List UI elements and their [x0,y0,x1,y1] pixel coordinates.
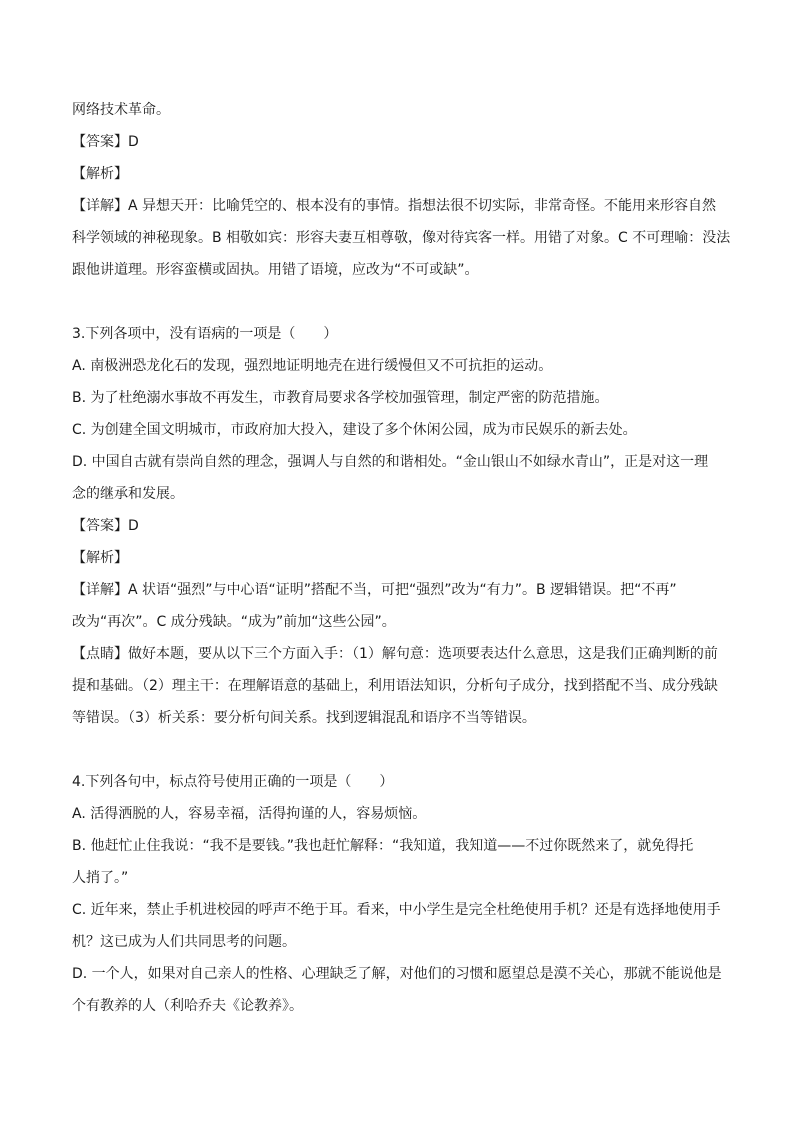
option-a: A. 活得洒脱的人，容易幸福，活得拘谨的人，容易烦恼。 [72,806,427,822]
detail-line: 【详解】A 异想天开：比喻凭空的、根本没有的事情。指想法很不切实际，非常奇怪。不能用来形容自然 [72,198,717,214]
tip-line: 等错误。（3）析关系：要分析句间关系。找到逻辑混乱和语序不当等错误。 [72,710,536,726]
answer-label: 【答案】D [72,518,139,534]
option-d: D. 一个人，如果对自己亲人的性格、心理缺乏了解，对他们的习惯和愿望总是漠不关心，那就不能说他是 [72,966,722,982]
option-b: B. 为了杜绝溺水事故不再发生，市教育局要求各学校加强管理，制定严密的防范措施。 [72,390,609,406]
option-c: C. 为创建全国文明城市，市政府加大投入，建设了多个休闲公园，成为市民娱乐的新去处。 [72,422,637,438]
option-d-continued: 念的继承和发展。 [72,486,184,502]
tip-line: 【点睛】做好本题，要从以下三个方面入手：（1）解句意：选项要表达什么意思，这是我们正确判断的前 [72,646,718,662]
analysis-label: 【解析】 [72,166,128,182]
text-line: 网络技术革命。 [72,102,170,118]
option-d: D. 中国自古就有崇尚自然的理念，强调人与自然的和谐相处。“金山银山不如绿水青山”，正是对这一理 [72,454,709,470]
option-b-continued: 人捎了。” [72,870,129,886]
question-3: 3.下列各项中，没有语病的一项是（ ） [72,326,338,342]
analysis-label: 【解析】 [72,550,128,566]
option-b: B. 他赶忙止住我说：“我不是要钱。”我也赶忙解释：“我知道，我知道——不过你既然来了，就免得托 [72,838,694,854]
option-d-continued: 个有教养的人（利哈乔夫《论教养》。 [72,998,303,1014]
option-c-continued: 机？这已成为人们共同思考的问题。 [72,934,296,950]
detail-line: 改为“再次”。C 成分残缺。“成为”前加“这些公园”。 [72,614,396,630]
detail-line: 科学领域的神秘现象。B 相敬如宾：形容夫妻互相尊敬，像对待宾客一样。用错了对象。C 不可理喻：没法 [72,230,731,246]
question-4: 4.下列各句中，标点符号使用正确的一项是（ ） [72,774,394,790]
option-c: C. 近年来，禁止手机进校园的呼声不绝于耳。看来，中小学生是完全杜绝使用手机？还是有选择地使用手 [72,902,721,918]
detail-line: 【详解】A 状语“强烈”与中心语“证明”搭配不当，可把“强烈”改为“有力”。B 逻辑错误。把“不再” [72,582,677,598]
tip-line: 提和基础。（2）理主干：在理解语意的基础上，利用语法知识，分析句子成分，找到搭配不当、成分残缺 [72,678,718,694]
option-a: A. 南极洲恐龙化石的发现，强烈地证明地壳在进行缓慢但又不可抗拒的运动。 [72,358,553,374]
detail-line: 跟他讲道理。形容蛮横或固执。用错了语境，应改为“不可或缺”。 [72,262,479,278]
answer-label: 【答案】D [72,134,139,150]
